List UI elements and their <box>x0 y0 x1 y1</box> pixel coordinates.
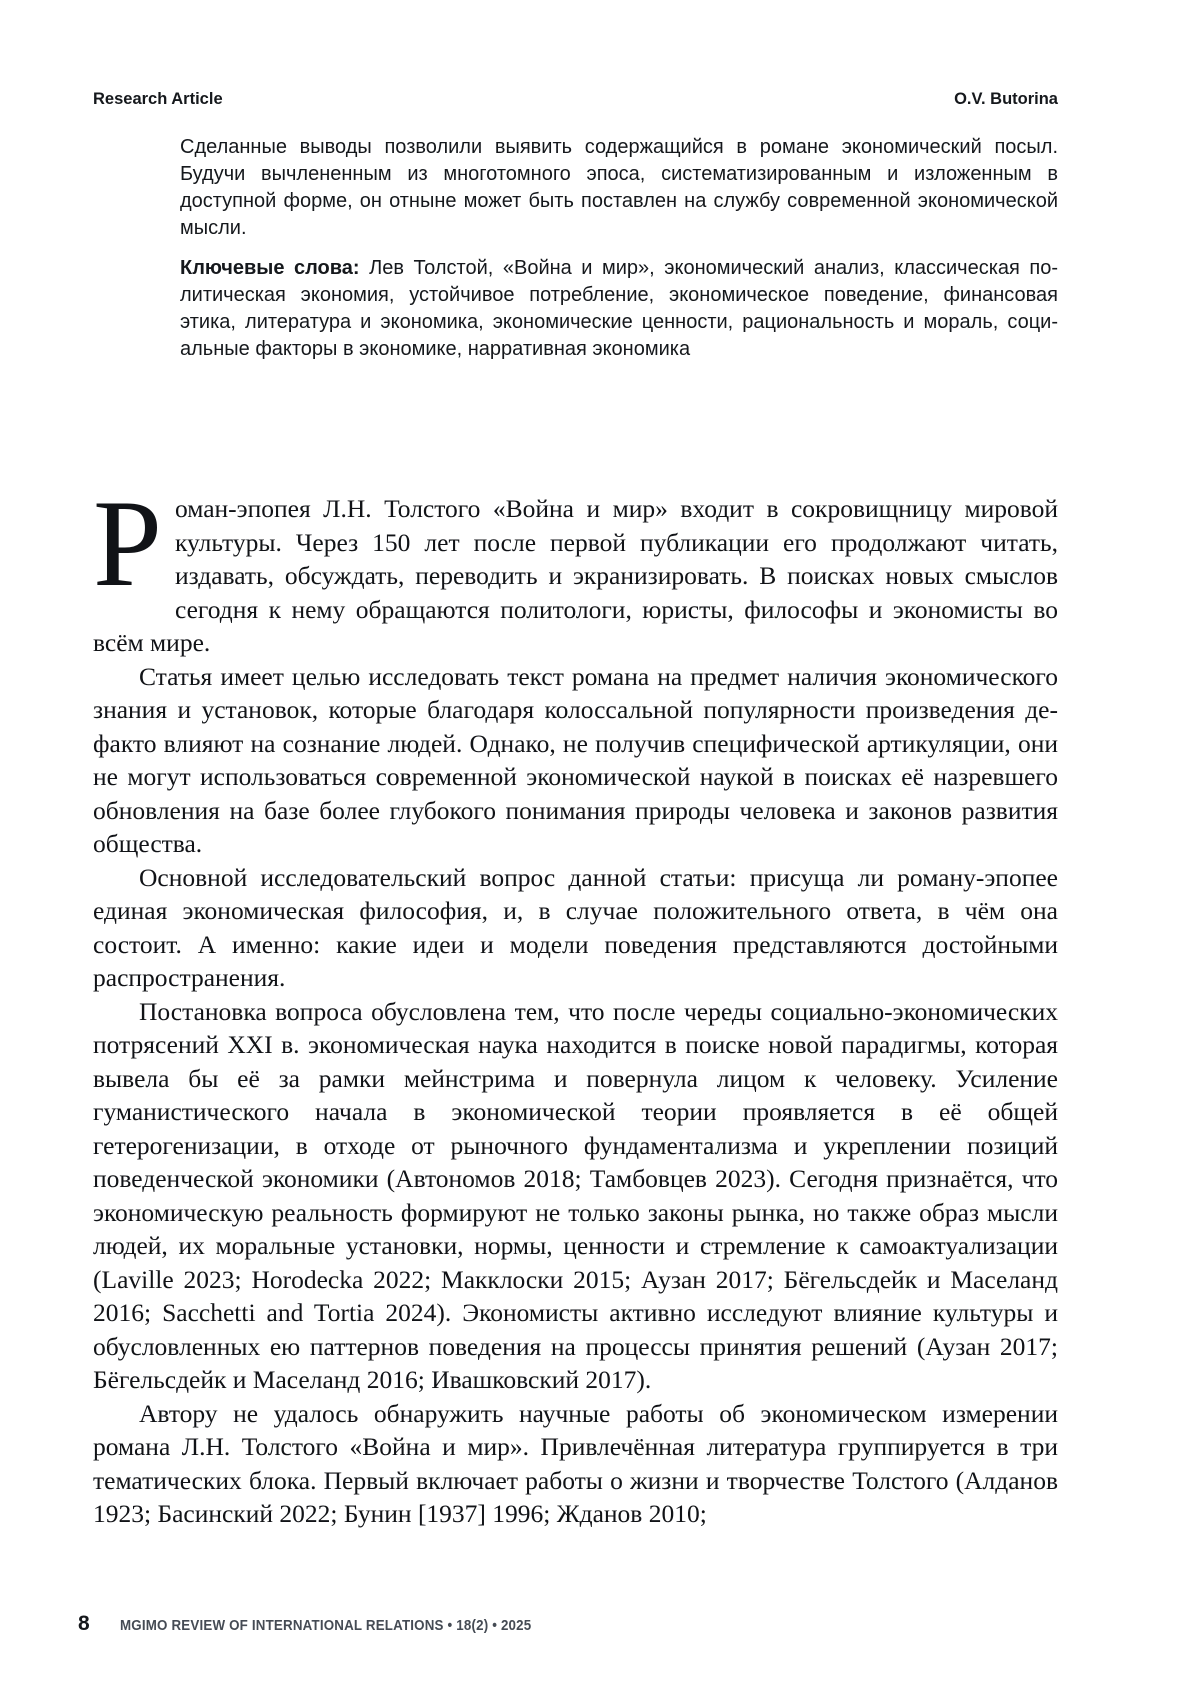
page-number: 8 <box>78 1612 90 1635</box>
keywords-text: Лев Толстой, «Война и мир», экономический анализ, классическая политическая экономия, устойчивое потребление, экономическое поведение, финансовая этика, литература и экономика, экономические ценности, рациональность и мораль, социальные факторы в экономике, нарративная экономика <box>180 257 1058 360</box>
article-type-label: Research Article <box>93 90 223 108</box>
page-footer <box>78 1612 567 1636</box>
abstract-block <box>180 134 1058 363</box>
author-name: O.V. Butorina <box>954 90 1058 108</box>
keywords-label: Ключевые слова: <box>180 257 360 279</box>
body-paragraph-2: Статья имеет целью исследовать текст романа на предмет наличия экономического знания и установок, которые благодаря колоссальной популярности произведения де-факто влияют на сознание людей. Однако, не получив специфической артикуляции, они не могут использоваться современной экономической наукой в поисках её назревшего обновления на базе более глубокого понимания природы человека и законов развития общества. <box>93 661 1058 858</box>
body-paragraph-3: Основной исследовательский вопрос данной статьи: присуща ли роману-эпопее единая экономическая философия, и, в случае положительного ответа, в чём она состоит. А именно: какие идеи и модели поведения представляются достойными распространения. <box>93 862 1058 992</box>
body-paragraph-1 <box>93 475 1058 660</box>
drop-cap: Р <box>93 475 162 612</box>
body-paragraph-1-text: оман-эпопея Л.Н. Толстого «Война и мир» входит в сокровищницу мировой культуры. Через 150 лет после первой публикации его продолжают читать, издавать, обсуждать, переводить и экранизировать. В поисках новых смыслов сегодня к нему обращаются политологи, юристы, философы и экономисты во всём мире. <box>93 494 1058 657</box>
abstract-paragraph: Сделанные выводы позволили выявить содержащийся в романе экономический посыл. Будучи вычлененным из многотомного эпоса, систематизированным и изложенным в доступной форме, он отныне может быть поставлен на службу современной экономической мысли. <box>180 136 1058 239</box>
keywords-paragraph <box>180 255 1058 363</box>
article-body <box>93 475 1058 1531</box>
body-paragraph-4: Постановка вопроса обусловлена тем, что после череды социально-экономических потрясений XXI в. экономическая наука находится в поиске новой парадигмы, которая вывела бы её за рамки мейнстрима и повернула лицом к человеку. Усиление гуманистического начала в экономической теории проявляется в её общей гетерогенизации, в отходе от рыночного фундаментализма и укреплении позиций поведенческой экономики (Автономов 2018; Тамбовцев 2023). Сегодня признаётся, что экономическую реальность формируют не только законы рынка, но также образ мысли людей, их моральные установки, нормы, ценности и стремление к самоактуализации (Laville 2023; Horodecka 2022; Макклоски 2015; Аузан 2017; Бёгельсдейк и Маселанд 2016; Sacchetti and Tortia 2024). Экономисты активно исследуют влияние культуры и обусловленных ею паттернов поведения на процессы принятия решений (Аузан 2017; Бёгельсдейк и Маселанд 2016; Ивашковский 2017). <box>93 996 1058 1394</box>
running-head <box>93 90 1058 109</box>
journal-footer-line: MGIMO REVIEW OF INTERNATIONAL RELATIONS • 18(2) • 2025 <box>119 1618 532 1634</box>
body-paragraph-5: Автору не удалось обнаружить научные работы об экономическом измерении романа Л.Н. Толстого «Война и мир». Привлечённая литература группируется в три тематических блока. Первый включает работы о жизни и творчестве Толстого (Алданов 1923; Басинский 2022; Бунин [1937] 1996; Жданов 2010; <box>93 1398 1058 1528</box>
